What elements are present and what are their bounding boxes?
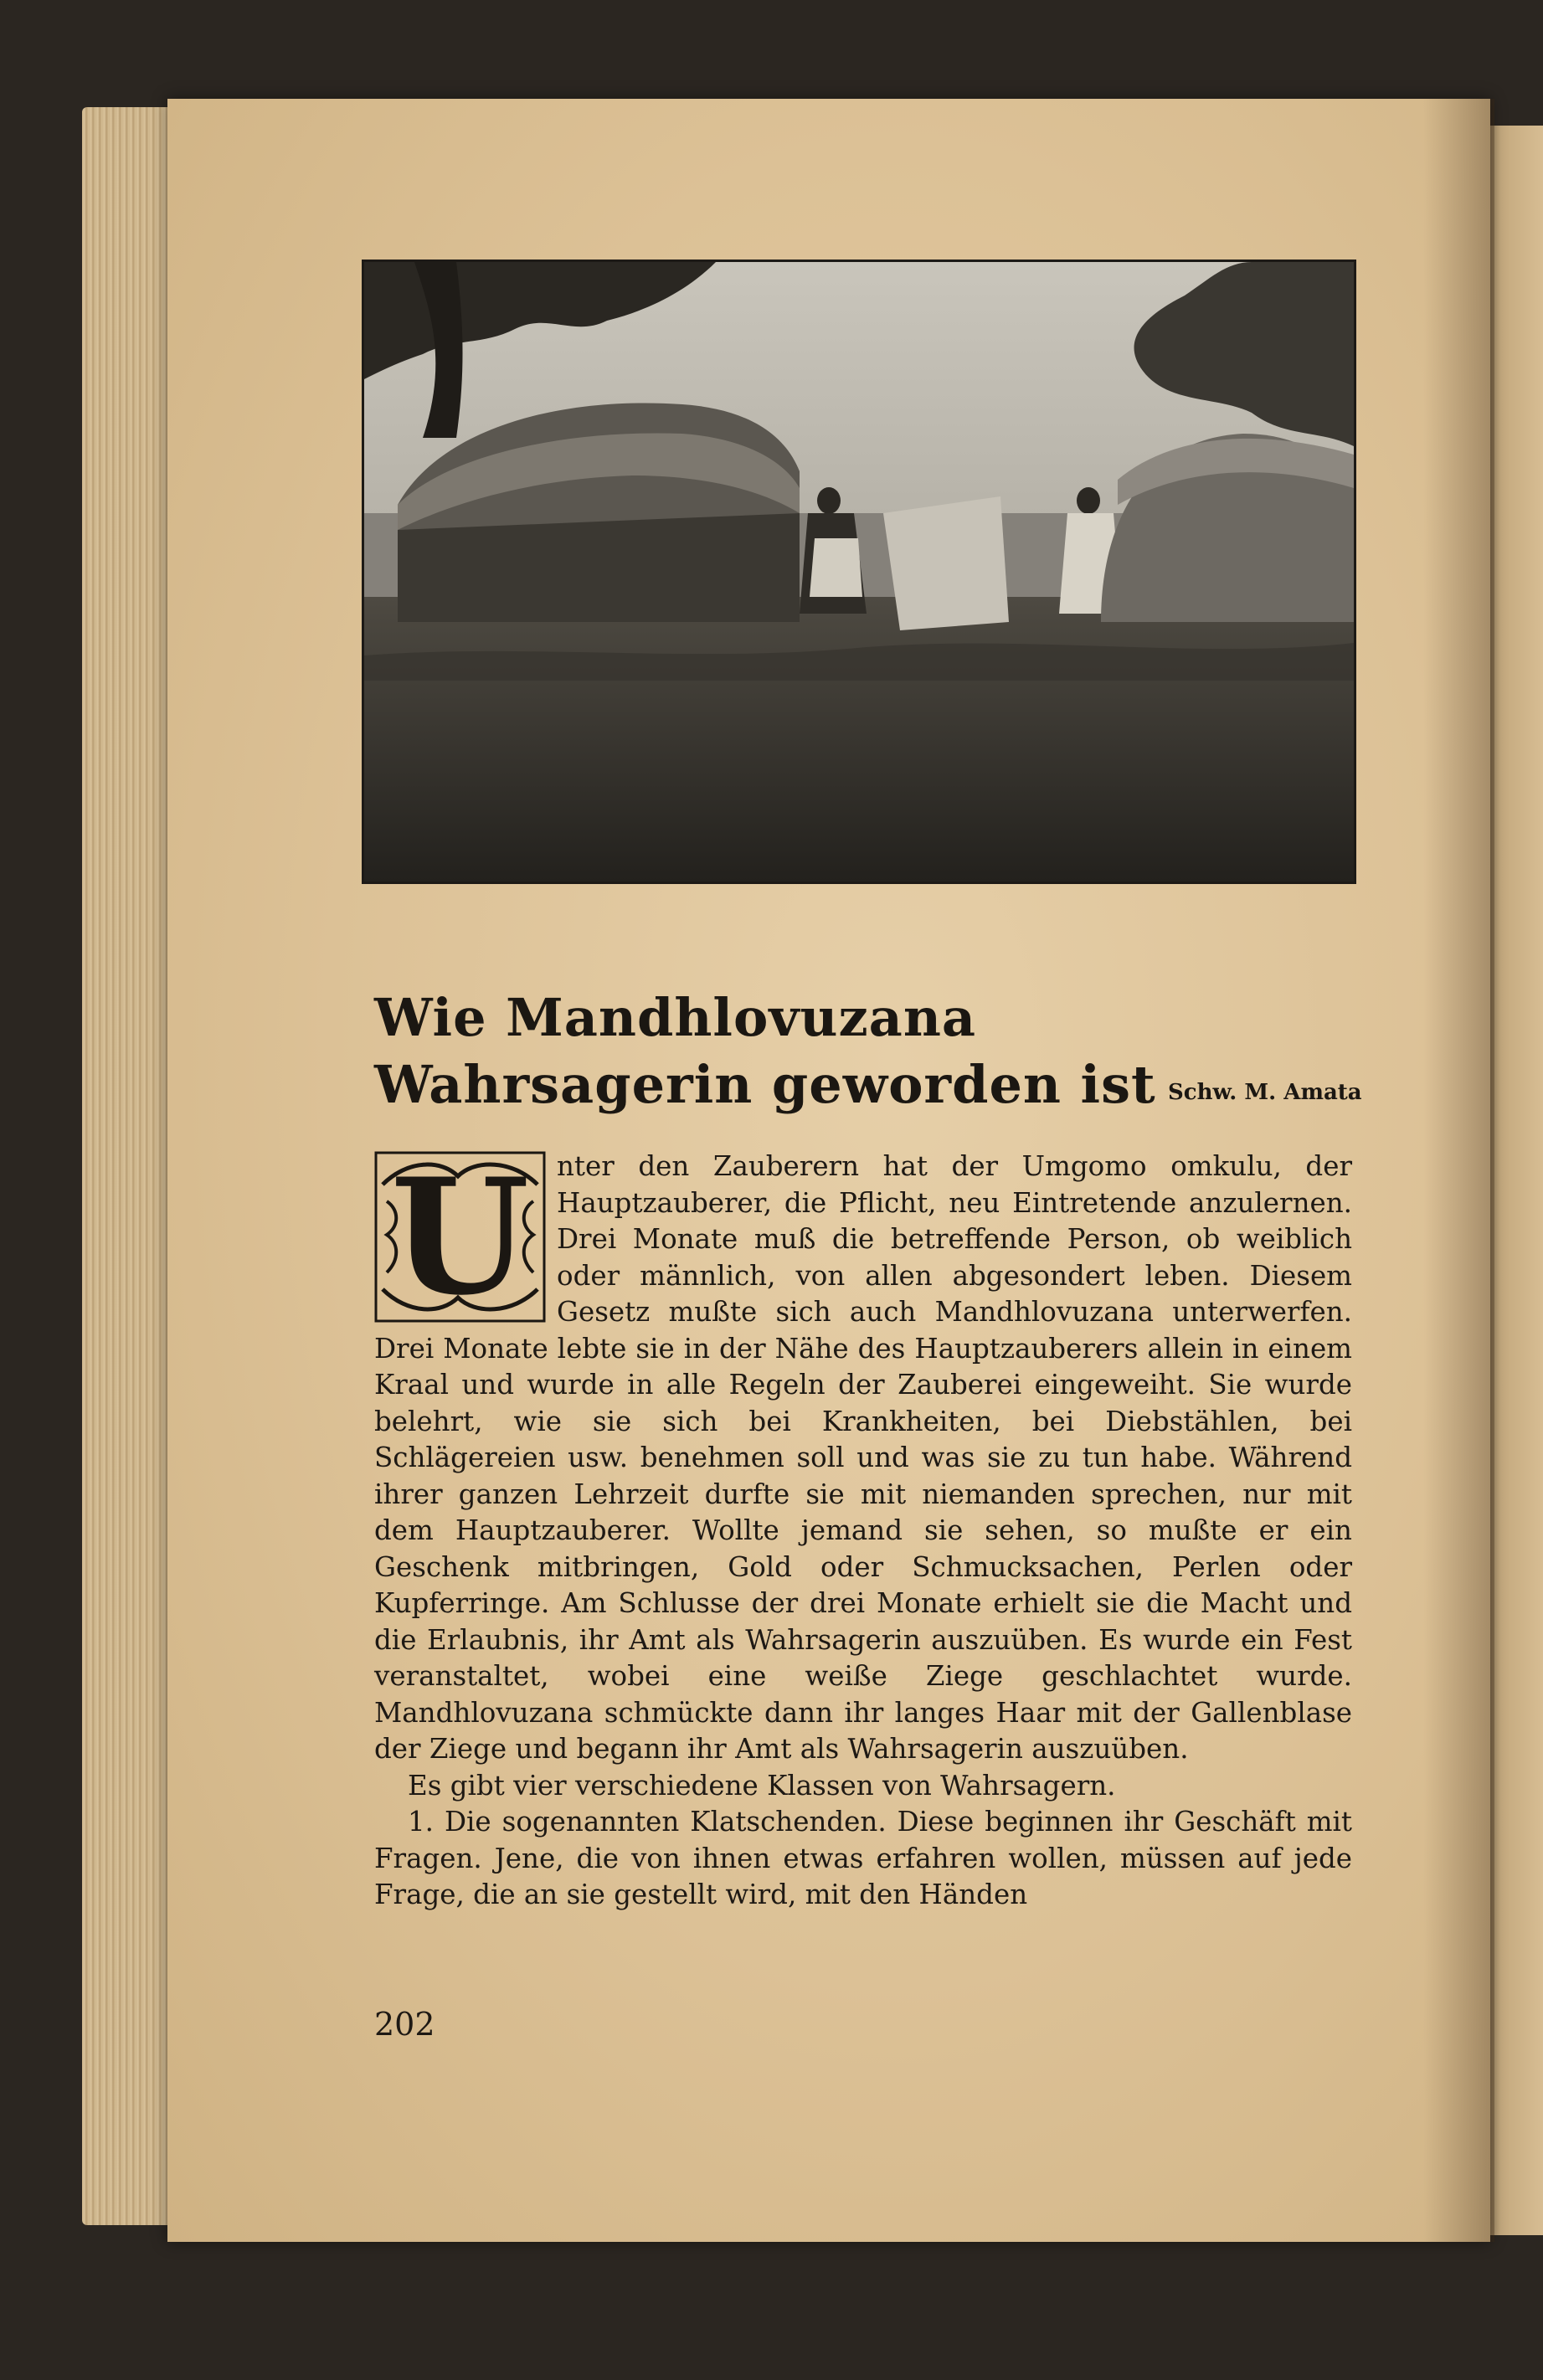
paragraph-2: Es gibt vier verschiedene Klassen von Wahrsagern. [408,1769,1116,1802]
paragraph-1: nter den Zauberern hat der Umgomo omkulu, der Hauptzauberer, die Pflicht, neu Eintretende anzulernen. Drei Monate muß die betreffende Person, ob weiblich oder männlich, von allen abgesondert leben. Diesem Gesetz mußte sich auch Mandhlovuzana unterwerfen. Drei Monate lebte sie in der Nähe des Hauptzauberers allein in einem Kraal und wurde in alle Regeln der Zauberei eingeweiht. Sie wurde belehrt, wie sie sich bei Krankheiten, bei Diebstählen, bei Schlägereien usw. benehmen soll und was sie zu tun habe. Während ihrer ganzen Lehrzeit durfte sie mit niemanden sprechen, nur mit dem Hauptzauberer. Wollte jemand sie sehen, so mußte er ein Geschenk mitbringen, Gold oder Schmucksachen, Perlen oder Kupferringe. Am Schlusse der drei Monate erhielt sie die Macht und die Erlaubnis, ihr Amt als Wahrsagerin auszuüben. Es wurde ein Fest veranstaltet, wobei eine weiße Ziege geschlachtet wurde. Mandhlovuzana schmückte dann ihr langes Haar mit der Gallenblase der Ziege und begann ihr Amt als Wahrsagerin auszuüben. [374,1150,1352,1765]
photo-huts-with-figures [362,260,1356,884]
article-title [374,984,1156,1118]
drop-cap-letter: U [390,1143,530,1330]
page-number: 202 [374,2006,435,2043]
photo-illustration [364,262,1354,882]
author-byline: Schw. M. Amata [1168,1080,1362,1105]
title-line-1: Wie Mandhlovuzana [374,987,977,1048]
gutter-shadow [1423,99,1494,2242]
article-body [374,1143,1352,1914]
title-line-2: Wahrsagerin geworden ist [374,1054,1156,1115]
paragraph-3: 1. Die sogenannten Klatschenden. Diese beginnen ihr Geschäft mit Fragen. Jene, die von ihnen etwas erfahren wollen, müssen auf jede Frage, die an sie gestellt wird, mit den Händen [374,1806,1352,1910]
